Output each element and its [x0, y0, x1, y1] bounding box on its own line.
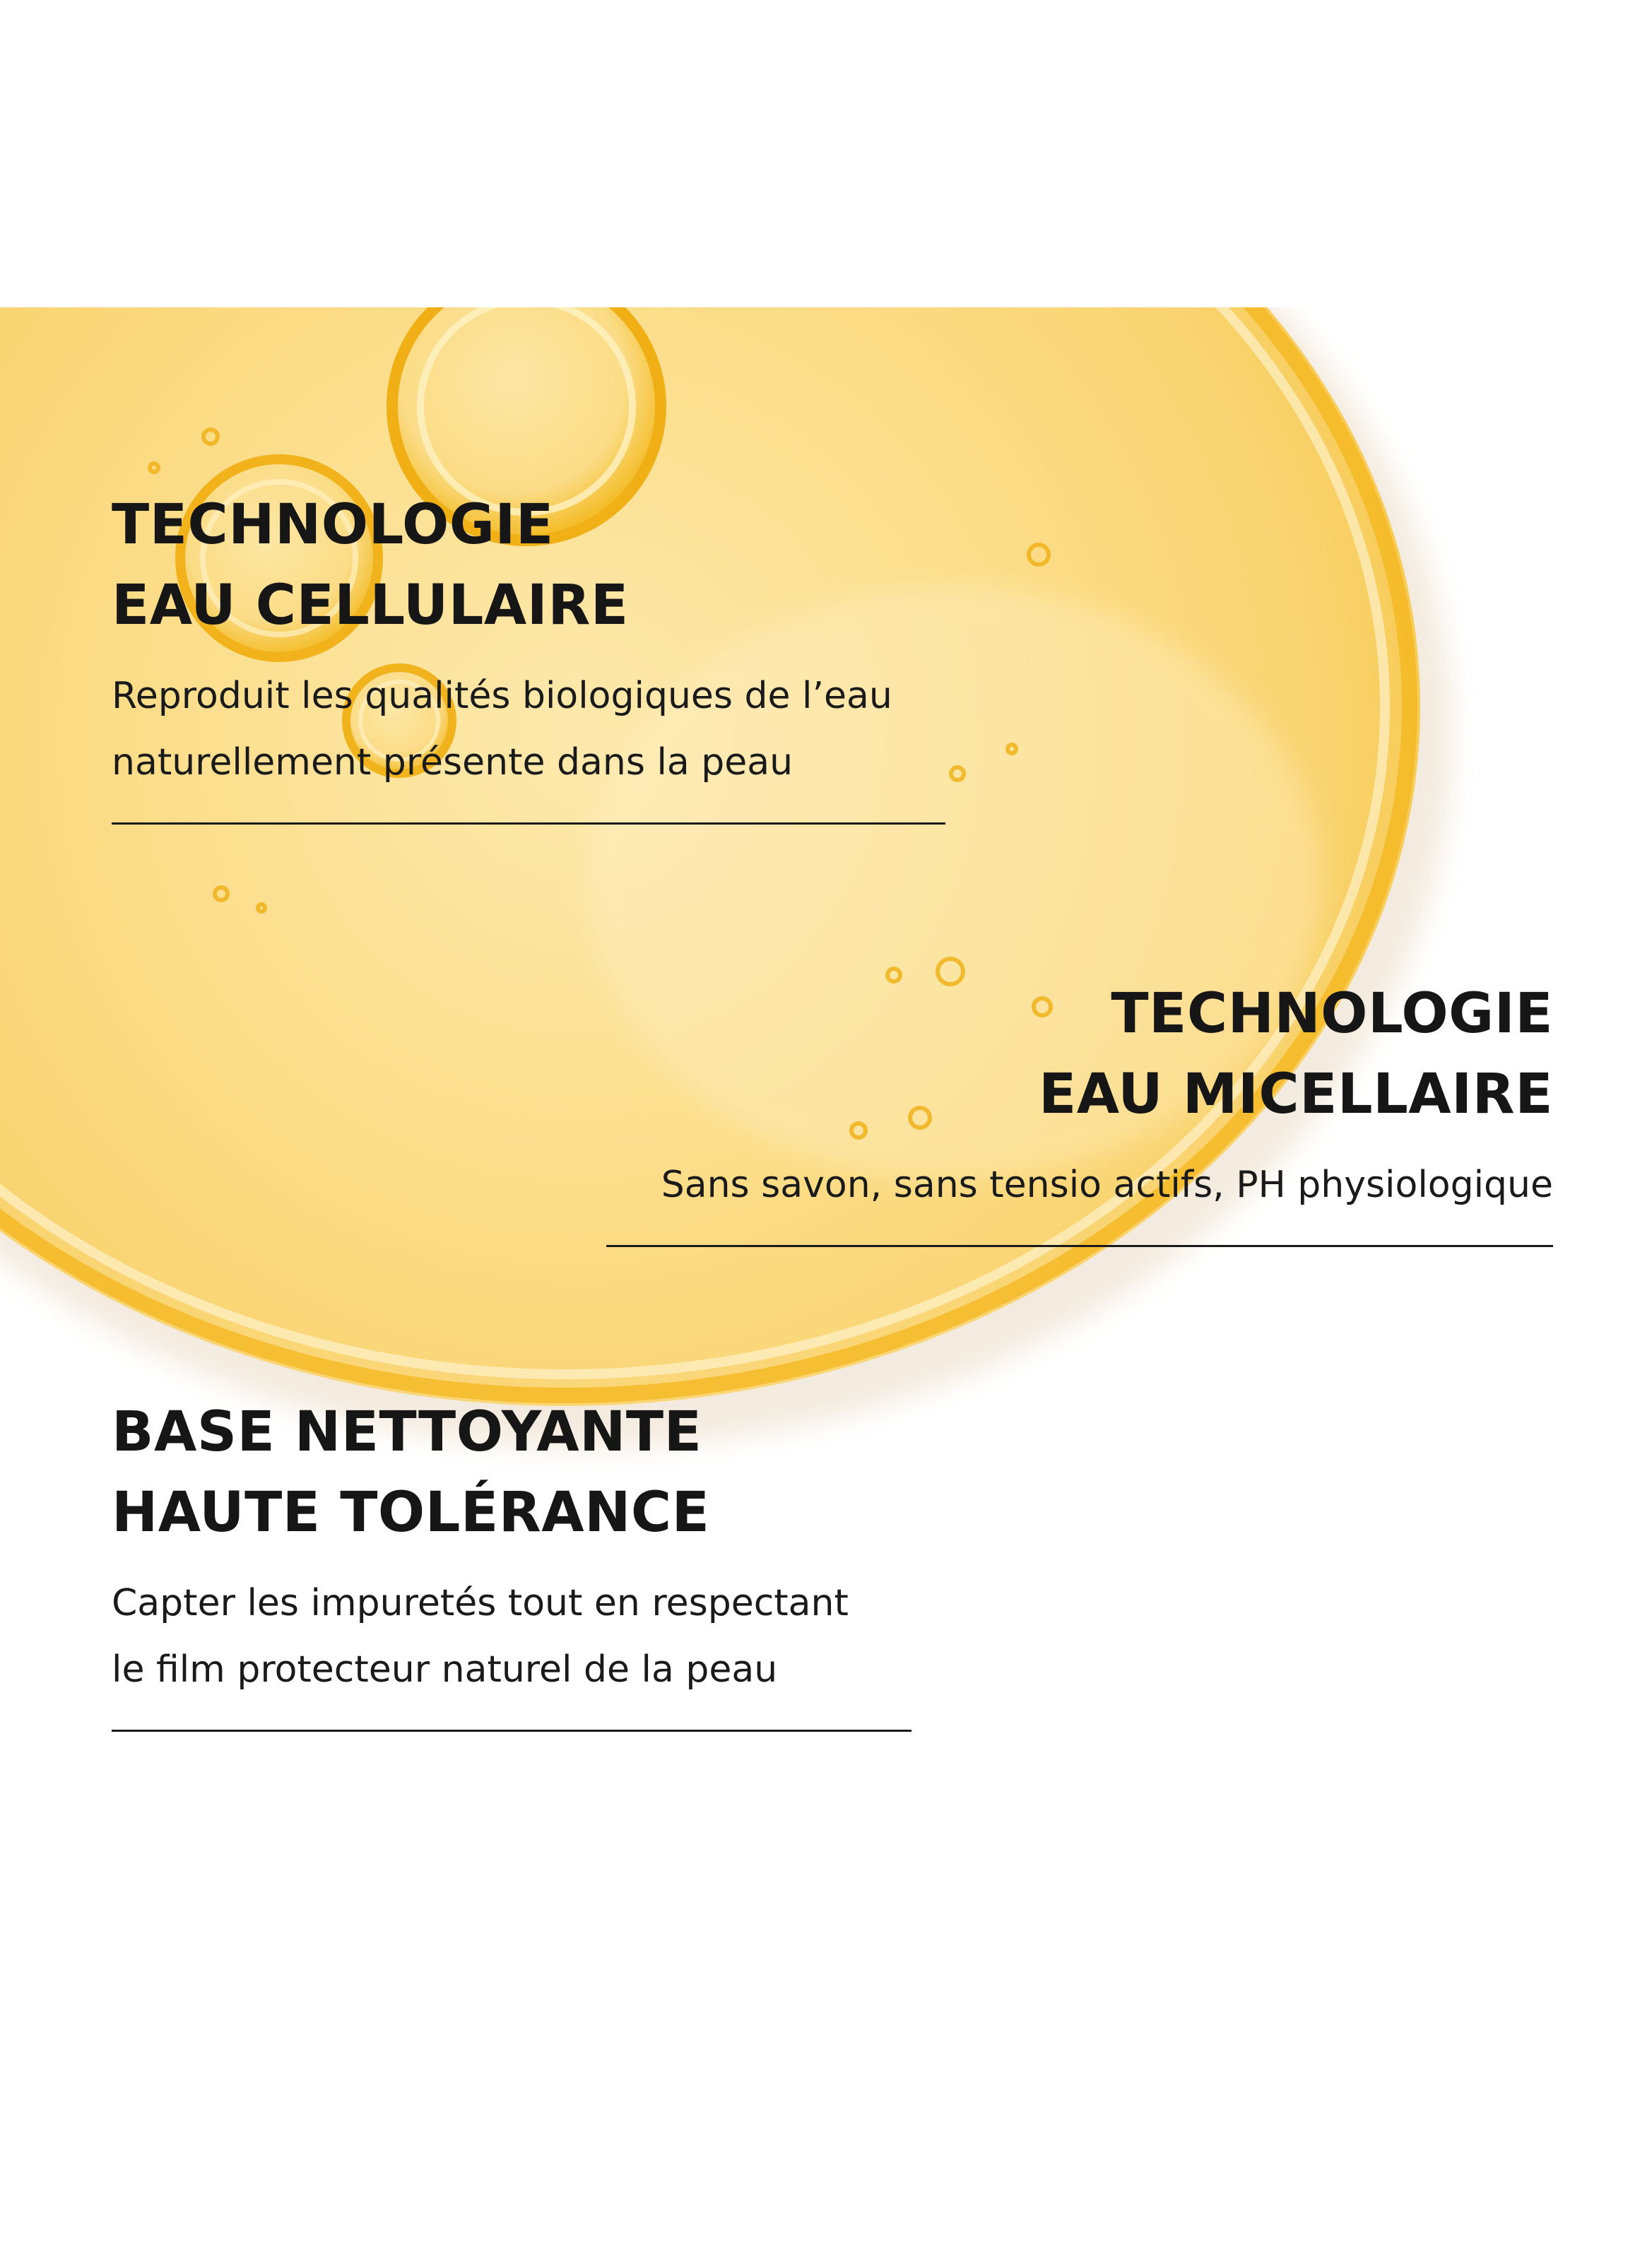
divider-line	[112, 1730, 911, 1732]
divider-line	[606, 1245, 1553, 1247]
feature-description-line: Capter les impuretés tout en respectant	[112, 1582, 849, 1624]
feature-title-line: TECHNOLOGIE	[112, 493, 554, 557]
feature-base-nettoyante	[112, 1392, 911, 1732]
feature-title	[112, 1392, 911, 1553]
feature-description	[112, 663, 945, 796]
feature-title-line: BASE NETTOYANTE	[112, 1400, 702, 1464]
feature-title-line: HAUTE TOLÉRANCE	[112, 1481, 710, 1545]
feature-title	[112, 485, 945, 646]
feature-description-line: Sans savon, sans tensio actifs, PH physiologique	[661, 1164, 1553, 1206]
feature-description	[606, 1152, 1553, 1218]
feature-eau-micellaire	[606, 974, 1553, 1247]
feature-title-line: EAU CELLULAIRE	[112, 574, 629, 637]
feature-eau-cellulaire	[112, 485, 945, 825]
feature-title-line: TECHNOLOGIE	[1111, 982, 1553, 1046]
feature-description-line: le film protecteur naturel de la peau	[112, 1648, 778, 1691]
feature-description-line: Reproduit les qualités biologiques de l’eau	[112, 675, 892, 717]
feature-description	[112, 1570, 911, 1703]
divider-line	[112, 822, 945, 825]
feature-title	[606, 974, 1553, 1135]
feature-title-line: EAU MICELLAIRE	[1038, 1063, 1553, 1126]
feature-description-line: naturellement présente dans la peau	[112, 741, 793, 784]
